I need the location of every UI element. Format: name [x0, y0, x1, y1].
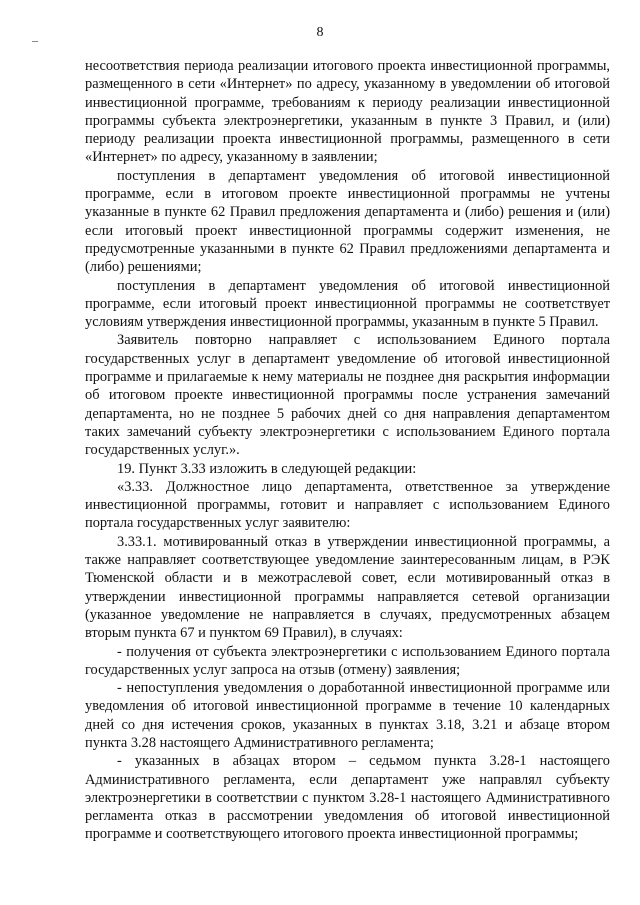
paragraph: поступления в департамент уведомления об итоговой инвестиционной программе, если в итоговом проекте инвестиционной программы не учтены указанные в пункте 62 Правил предложения департамента и (либо) решения и (или) если итоговый проект инвестиционной программы содержит изменения, не предусмотренные указанными в пункте 62 Правил предложениями департамента и (либо) решениями;: [85, 167, 610, 276]
page-number: 8: [316, 25, 324, 40]
paragraph: «3.33. Должностное лицо департамента, ответственное за утверждение инвестиционной программы, готовит и направляет с использованием Единого портала государственных услуг заявителю:: [85, 478, 610, 532]
paragraph: - непоступления уведомления о доработанной инвестиционной программе или уведомления об итоговой инвестиционной программе в течение 10 календарных дней со дня истечения сроков, указанных в пунктах 3.18, 3.21 и абзаце втором пункта 3.28 настоящего Административного регламента;: [85, 680, 610, 751]
paragraph: - указанных в абзацах втором – седьмом пункта 3.28-1 настоящего Административного регламента, если департамент уже направлял субъекту электроэнергетики в соответствии с пунктом 3.28-1 настоящего Административного регламента отказ в рассмотрении уведомления об итоговой инвестиционной программе и соответствующего итогового проекта инвестиционной программы;: [85, 753, 610, 843]
paragraph: - получения от субъекта электроэнергетики с использованием Единого портала государственных услуг запроса на отзыв (отмену) заявления;: [85, 643, 610, 678]
paragraph: несоответствия периода реализации итогового проекта инвестиционной программы, размещенного в сети «Интернет» по адресу, указанному в уведомлении об итоговой инвестиционной программе, требованиям к периоду реализации инвестиционной программы субъекта электроэнергетики, указанным в пункте 3 Правил, и (или) периоду реализации проекта инвестиционной программы, размещенного в сети «Интернет» по адресу, указанному в заявлении;: [85, 58, 610, 166]
paragraph: поступления в департамент уведомления об итоговой инвестиционной программе, если итоговый проект инвестиционной программы не соответствует условиям утверждения инвестиционной программы, указанным в пункте 5 Правил.: [85, 277, 610, 331]
paragraph: 19. Пункт 3.33 изложить в следующей редакции:: [117, 460, 417, 477]
margin-mark: [32, 41, 38, 42]
paragraph: 3.33.1. мотивированный отказ в утверждении инвестиционной программы, а также направляет соответствующее уведомление заинтересованным лицам, в РЭК Тюменской области и в межотраслевой совет, если мотивированный отказ в утверждении инвестиционной программы направляется сетевой организации (указанное уведомление не направляется в случаях, предусмотренных абзацем вторым пункта 67 и пунктом 69 Правил), в случаях:: [85, 533, 610, 642]
document-body: [85, 57, 610, 844]
paragraph: Заявитель повторно направляет с использованием Единого портала государственных услуг в департамент уведомление об итоговой инвестиционной программе и прилагаемые к нему материалы не позднее дня раскрытия информации об итоговом проекте инвестиционной программы после устранения замечаний департамента, но не позднее 5 рабочих дней со дня направления департаментом таких замечаний субъекту электроэнергетики с использованием Единого портала государственных услуг.».: [85, 332, 610, 459]
